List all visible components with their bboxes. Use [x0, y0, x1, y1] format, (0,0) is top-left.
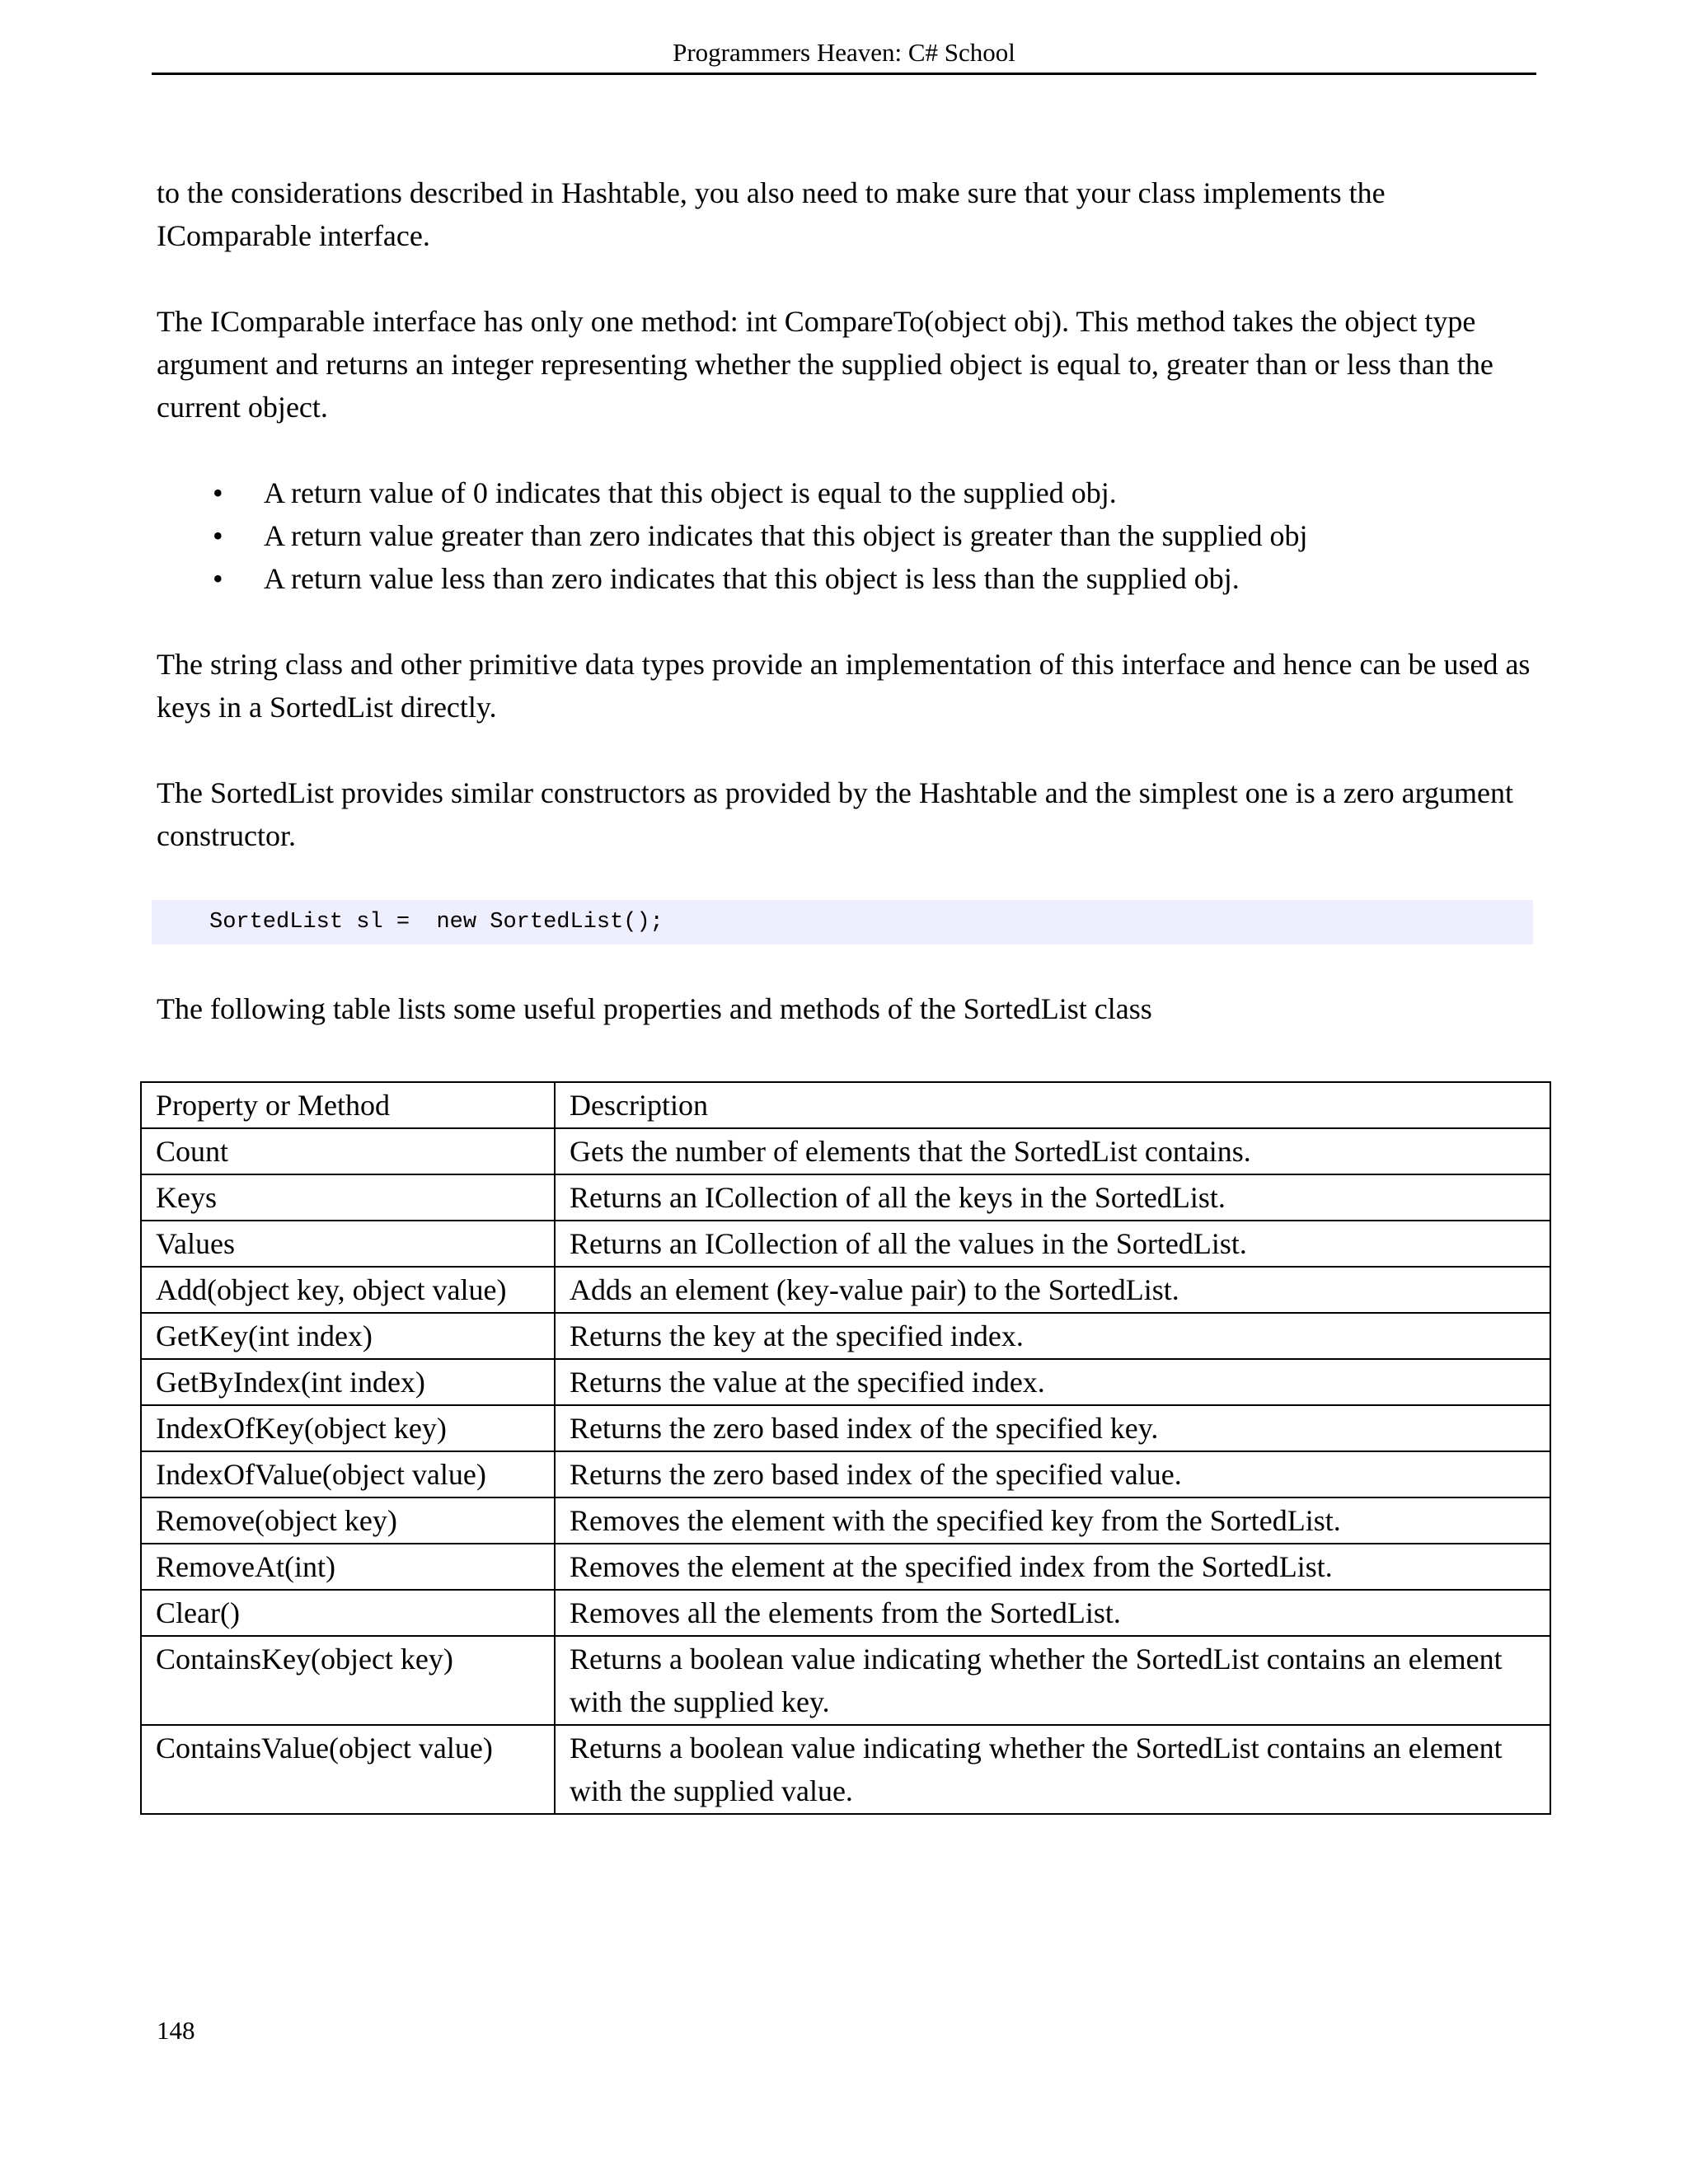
table-row [141, 1174, 1550, 1221]
member-name-cell: GetByIndex(int index) [141, 1359, 555, 1405]
member-description-cell: Removes the element at the specified index from the SortedList. [555, 1544, 1550, 1590]
table-row [141, 1590, 1550, 1636]
code-block: SortedList sl = new SortedList(); [152, 900, 1533, 944]
page-number: 148 [157, 2016, 195, 2045]
member-name-cell: Clear() [141, 1590, 555, 1636]
member-description-cell: Returns the zero based index of the specified value. [555, 1451, 1550, 1497]
table-row [141, 1544, 1550, 1590]
table-header-cell: Description [555, 1082, 1550, 1128]
member-name-cell: Remove(object key) [141, 1497, 555, 1544]
page-content [157, 171, 1541, 1073]
table-row [141, 1313, 1550, 1359]
table-row [141, 1267, 1550, 1313]
paragraph-constructors: The SortedList provides similar constructors as provided by the Hashtable and the simplest one is a zero argument constructor. [157, 776, 1513, 852]
member-name-cell: IndexOfValue(object value) [141, 1451, 555, 1497]
member-description-cell: Returns the value at the specified index. [555, 1359, 1550, 1405]
bullet-icon: • [213, 562, 223, 595]
bullet-icon: • [213, 519, 223, 552]
member-description-cell: Removes all the elements from the SortedList. [555, 1590, 1550, 1636]
running-header [152, 36, 1536, 75]
table-row [141, 1725, 1550, 1814]
table-row [141, 1636, 1550, 1725]
table-header-cell: Property or Method [141, 1082, 555, 1128]
paragraph-table-intro: The following table lists some useful properties and methods of the SortedList class [157, 992, 1152, 1025]
paragraph-string-class: The string class and other primitive data types provide an implementation of this interface and hence can be used as keys in a SortedList directly. [157, 648, 1531, 724]
table-row [141, 1128, 1550, 1174]
member-description-cell: Gets the number of elements that the SortedList contains. [555, 1128, 1550, 1174]
list-item [157, 557, 1541, 600]
member-name-cell: GetKey(int index) [141, 1313, 555, 1359]
list-item [157, 514, 1541, 557]
table-header-row [141, 1082, 1550, 1128]
list-item-text: A return value greater than zero indicates that this object is greater than the supplied obj [264, 519, 1308, 552]
member-name-cell: Count [141, 1128, 555, 1174]
member-name-cell: Values [141, 1221, 555, 1267]
header-title: Programmers Heaven: C# School [673, 38, 1015, 67]
list-item-text: A return value less than zero indicates that this object is less than the supplied obj. [264, 562, 1240, 595]
return-value-list [157, 471, 1541, 600]
bullet-icon: • [213, 476, 223, 509]
member-name-cell: Add(object key, object value) [141, 1267, 555, 1313]
table-row [141, 1221, 1550, 1267]
member-description-cell: Removes the element with the specified key from the SortedList. [555, 1497, 1550, 1544]
sortedlist-members-table [140, 1081, 1551, 1815]
paragraph-intro: to the considerations described in Hashtable, you also need to make sure that your class implements the IComparable interface. [157, 176, 1386, 252]
list-item-text: A return value of 0 indicates that this object is equal to the supplied obj. [264, 476, 1117, 509]
member-description-cell: Returns an ICollection of all the values in the SortedList. [555, 1221, 1550, 1267]
member-name-cell: ContainsValue(object value) [141, 1725, 555, 1814]
member-name-cell: Keys [141, 1174, 555, 1221]
paragraph-icomparable: The IComparable interface has only one method: int CompareTo(object obj). This method takes the object type argument and returns an integer representing whether the supplied object is equal to, greater than or less than the current object. [157, 305, 1493, 424]
table-row [141, 1451, 1550, 1497]
member-description-cell: Returns a boolean value indicating whether the SortedList contains an element with the supplied value. [555, 1725, 1550, 1814]
list-item [157, 471, 1541, 514]
member-name-cell: IndexOfKey(object key) [141, 1405, 555, 1451]
member-name-cell: ContainsKey(object key) [141, 1636, 555, 1725]
table-row [141, 1359, 1550, 1405]
member-description-cell: Returns an ICollection of all the keys in the SortedList. [555, 1174, 1550, 1221]
member-name-cell: RemoveAt(int) [141, 1544, 555, 1590]
member-description-cell: Returns the zero based index of the specified key. [555, 1405, 1550, 1451]
table-row [141, 1497, 1550, 1544]
member-description-cell: Returns the key at the specified index. [555, 1313, 1550, 1359]
member-description-cell: Returns a boolean value indicating whether the SortedList contains an element with the supplied key. [555, 1636, 1550, 1725]
table-row [141, 1405, 1550, 1451]
member-description-cell: Adds an element (key-value pair) to the SortedList. [555, 1267, 1550, 1313]
